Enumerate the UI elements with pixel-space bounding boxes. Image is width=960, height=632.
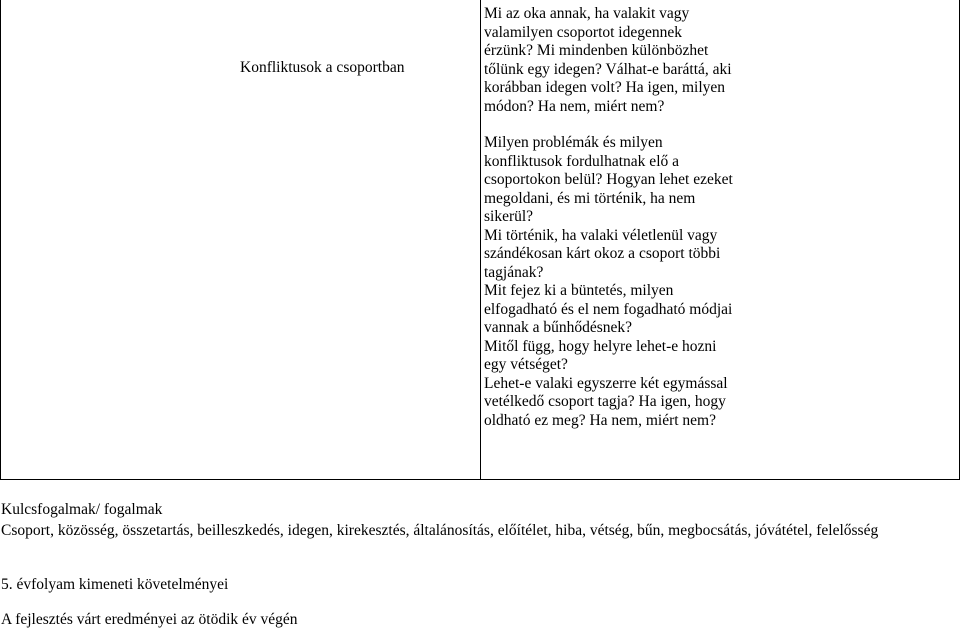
question-paragraph-2: Milyen problémák és milyen konfliktusok fordulhatnak elő a csoportokon belül? Hogyan lehet ezeket megoldani, és mi történik, ha nem sikerül? (484, 134, 733, 225)
keywords-list: Csoport, közösség, összetartás, beilleszkedés, idegen, kirekesztés, általánosítás, előítélet, hiba, vétség, bűn, megbocsátás, jóvátétel, felelősség (1, 522, 879, 539)
question-paragraph-4: Mit fejez ki a büntetés, milyen elfogadható és el nem fogadható módjai vannak a bűnhődésnek? (484, 282, 733, 336)
question-paragraph-6: Lehet-e valaki egyszerre két egymással vetélkedő csoport tagja? Ha igen, hogy oldható ez meg? Ha nem, miért nem? (484, 374, 728, 429)
table-column-divider (480, 0, 481, 480)
keywords-heading: Kulcsfogalmak/ fogalmak (1, 501, 163, 518)
grade-requirements-heading: 5. évfolyam kimeneti követelményei (1, 576, 229, 593)
development-results-heading: A fejlesztés várt eredményei az ötödik év végén (1, 611, 298, 628)
topic-cell: Konfliktusok a csoportban (240, 59, 405, 76)
question-paragraph-5: Mitől függ, hogy helyre lehet-e hozni egy vétséget? (484, 337, 717, 373)
question-paragraph-3: Mi történik, ha valaki véletlenül vagy szándékosan kárt okoz a csoport többi tagjának? (484, 226, 721, 281)
table-border-bottom (0, 479, 960, 480)
questions-cell (484, 5, 734, 430)
table-border-left (0, 0, 1, 480)
question-paragraph-1: Mi az oka annak, ha valakit vagy valamilyen csoportot idegennek érzünk? Mi mindenben különbözhet tőlünk egy idegen? Válhat-e baráttá, aki korábban idegen volt? Ha igen, milyen módon? Ha nem, miért nem? (484, 5, 732, 115)
